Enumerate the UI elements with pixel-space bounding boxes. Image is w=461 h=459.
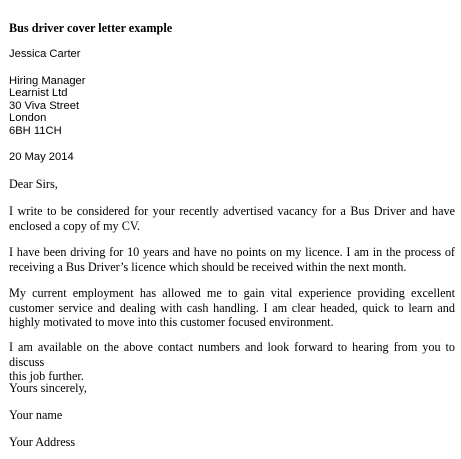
- document-title: Bus driver cover letter example: [9, 21, 173, 35]
- recipient-line-2: Learnist Ltd: [9, 87, 68, 100]
- paragraph-2: [9, 245, 455, 274]
- paragraph-4-line-1: I am available on the above contact numbers and look forward to hearing from you to discuss: [9, 340, 455, 369]
- paragraph-1-line-1: I write to be considered for your recently advertised vacancy for a Bus Driver and have: [9, 204, 455, 218]
- recipient-line-4: London: [9, 112, 47, 125]
- paragraph-3-line-2: customer service and dealing with cash handling. I am clear headed, quick to learn and: [9, 300, 455, 315]
- paragraph-3: [9, 286, 455, 330]
- paragraph-1: [9, 204, 455, 233]
- recipient-line-1: Hiring Manager: [9, 75, 86, 87]
- signature-name: Your name: [9, 408, 63, 422]
- letter-date: 20 May 2014: [9, 151, 74, 163]
- paragraph-4: [9, 340, 455, 384]
- closing: Yours sincerely,: [9, 381, 87, 395]
- sender-name: Jessica Carter: [9, 48, 81, 60]
- paragraph-3-line-1: My current employment has allowed me to gain vital experience providing excellent: [9, 286, 455, 300]
- recipient-address: [9, 75, 85, 137]
- paragraph-3-line-3: highly motivated to move into this customer focused environment.: [9, 315, 334, 329]
- paragraph-2-line-1: I have been driving for 10 years and have no points on my licence. I am in the process of: [9, 245, 455, 259]
- recipient-line-3: 30 Viva Street: [9, 99, 80, 112]
- recipient-line-5: 6BH 11CH: [9, 124, 62, 137]
- paragraph-1-line-2: enclosed a copy of my CV.: [9, 218, 141, 233]
- paragraph-4-line-2: this job further.: [9, 369, 84, 383]
- paragraph-2-line-2: receiving a Bus Driver’s licence which should be received within the next month.: [9, 259, 407, 274]
- salutation: Dear Sirs,: [9, 177, 58, 191]
- signature-address: Your Address: [9, 435, 76, 449]
